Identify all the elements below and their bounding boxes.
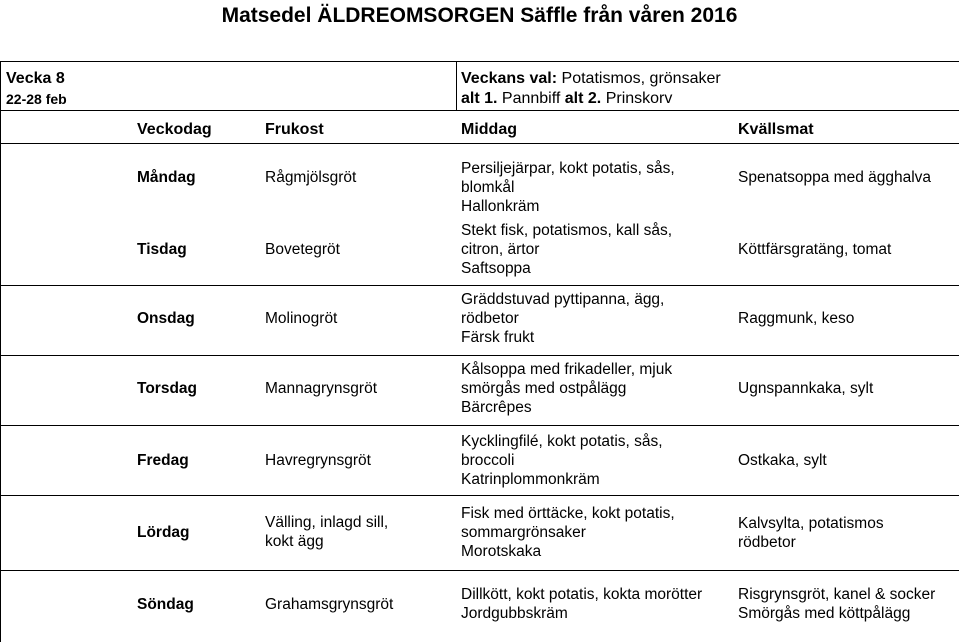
- lunch-friday-line1: Kycklingfilé, kokt potatis, sås,: [461, 433, 663, 450]
- day-tuesday: Tisdag: [137, 241, 187, 258]
- header-day: Veckodag: [137, 121, 212, 138]
- dinner-monday: Spenatsoppa med ägghalva: [738, 169, 932, 186]
- header-breakfast: Frukost: [265, 121, 324, 138]
- row-divider: [0, 143, 959, 144]
- dinner-sunday-line1: Risgrynsgröt, kanel & socker: [738, 586, 936, 603]
- lunch-saturday-line2: sommargrönsaker: [461, 524, 586, 541]
- dinner-saturday-line2: rödbetor: [738, 534, 796, 551]
- lunch-friday-line2: broccoli: [461, 452, 515, 469]
- dinner-friday: Ostkaka, sylt: [738, 452, 827, 469]
- lunch-monday-line3: Hallonkräm: [461, 198, 540, 215]
- lunch-thursday-line2: smörgås med ostpålägg: [461, 380, 627, 397]
- lunch-wednesday-line2: rödbetor: [461, 310, 519, 327]
- dinner-thursday: Ugnspannkaka, sylt: [738, 380, 874, 397]
- alt1-value: Pannbiff: [497, 90, 565, 107]
- alt2-label: alt 2.: [564, 90, 602, 107]
- row-divider: [0, 570, 959, 571]
- breakfast-saturday-line2: kokt ägg: [265, 533, 324, 550]
- day-sunday: Söndag: [137, 596, 194, 613]
- row-divider: [0, 110, 959, 111]
- lunch-sunday-line2: Jordgubbskräm: [461, 605, 568, 622]
- lunch-wednesday-line1: Gräddstuvad pyttipanna, ägg,: [461, 291, 665, 308]
- day-friday: Fredag: [137, 452, 189, 469]
- header-lunch: Middag: [461, 121, 517, 138]
- breakfast-friday: Havregrynsgröt: [265, 452, 371, 469]
- alt2-value: Prinskorv: [601, 90, 673, 107]
- breakfast-monday: Rågmjölsgröt: [265, 169, 357, 186]
- dinner-tuesday: Köttfärsgratäng, tomat: [738, 241, 892, 258]
- row-divider: [0, 495, 959, 496]
- day-wednesday: Onsdag: [137, 310, 195, 327]
- week-label: Vecka 8: [6, 70, 65, 87]
- lunch-friday-line3: Katrinplommonkräm: [461, 471, 600, 488]
- dinner-saturday-line1: Kalvsylta, potatismos: [738, 515, 884, 532]
- lunch-tuesday-line2: citron, ärtor: [461, 241, 540, 258]
- day-monday: Måndag: [137, 169, 196, 186]
- dinner-sunday-line2: Smörgås med köttpålägg: [738, 605, 911, 622]
- alt1-label: alt 1.: [461, 90, 498, 107]
- lunch-saturday-line1: Fisk med örttäcke, kokt potatis,: [461, 505, 675, 522]
- row-divider: [0, 285, 959, 286]
- lunch-saturday-line3: Morotskaka: [461, 543, 542, 560]
- breakfast-sunday: Grahamsgrynsgröt: [265, 596, 394, 613]
- dinner-wednesday: Raggmunk, keso: [738, 310, 855, 327]
- row-divider: [0, 425, 959, 426]
- header-dinner: Kvällsmat: [738, 121, 814, 138]
- row-divider: [0, 355, 959, 356]
- weekly-choice: [461, 69, 721, 109]
- page-title: Matsedel ÄLDREOMSORGEN Säffle från våren 2016: [221, 4, 738, 27]
- weekly-choice-value: Potatismos, grönsaker: [557, 70, 721, 87]
- week-info: [6, 69, 67, 109]
- lunch-monday-line2: blomkål: [461, 179, 515, 196]
- lunch-thursday-line1: Kålsoppa med frikadeller, mjuk: [461, 361, 673, 378]
- week-dates: 22-28 feb: [6, 91, 67, 107]
- lunch-tuesday-line1: Stekt fisk, potatismos, kall sås,: [461, 222, 673, 239]
- weekly-choice-label: Veckans val:: [461, 70, 558, 87]
- breakfast-saturday-line1: Välling, inlagd sill,: [265, 514, 389, 531]
- breakfast-tuesday: Bovetegröt: [265, 241, 340, 258]
- col-divider: [456, 61, 457, 110]
- breakfast-wednesday: Molinogröt: [265, 310, 338, 327]
- breakfast-thursday: Mannagrynsgröt: [265, 380, 378, 397]
- lunch-sunday-line1: Dillkött, kokt potatis, kokta morötter: [461, 586, 703, 603]
- lunch-monday-line1: Persiljejärpar, kokt potatis, sås,: [461, 160, 675, 177]
- lunch-thursday-line3: Bärcrêpes: [461, 399, 532, 416]
- lunch-wednesday-line3: Färsk frukt: [461, 329, 535, 346]
- day-saturday: Lördag: [137, 524, 190, 541]
- day-thursday: Torsdag: [137, 380, 197, 397]
- lunch-tuesday-line3: Saftsoppa: [461, 260, 531, 277]
